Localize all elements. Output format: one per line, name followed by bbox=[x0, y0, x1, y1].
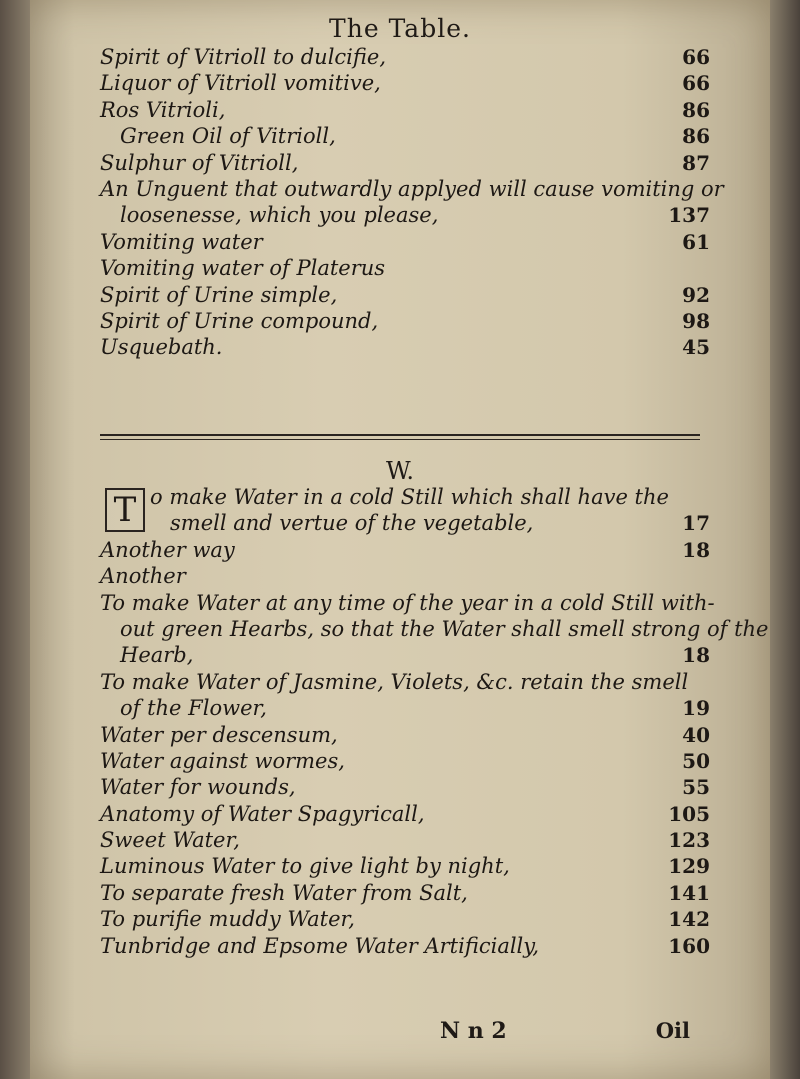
index-entry bbox=[100, 801, 730, 827]
entry-page: 18 bbox=[682, 537, 710, 562]
entry-page: 142 bbox=[668, 907, 710, 932]
entry-text: out green Hearbs, so that the Water shall smell strong of the bbox=[120, 616, 769, 641]
running-head: The Table. bbox=[329, 14, 471, 43]
entry-page: 98 bbox=[682, 308, 710, 333]
index-entry bbox=[100, 334, 730, 360]
index-entry bbox=[100, 827, 730, 853]
section-letter: W. bbox=[385, 457, 415, 485]
entry-text: Another way bbox=[100, 537, 235, 562]
index-entry bbox=[100, 906, 730, 932]
index-entry bbox=[100, 70, 730, 96]
index-entry bbox=[100, 722, 730, 748]
entry-text: Liquor of Vitrioll vomitive, bbox=[100, 71, 381, 96]
entry-text: Luminous Water to give light by night, bbox=[100, 854, 510, 879]
dropcap: T bbox=[105, 488, 145, 532]
entry-page: 137 bbox=[668, 203, 710, 228]
index-entry bbox=[100, 229, 730, 255]
index-entry bbox=[100, 853, 730, 879]
entry-text: Water for wounds, bbox=[100, 775, 296, 800]
entry-page: 19 bbox=[682, 696, 710, 721]
entry-text: Ros Vitrioli, bbox=[100, 97, 226, 122]
entry-page: 86 bbox=[682, 124, 710, 149]
index-entry bbox=[100, 933, 730, 959]
entry-page: 55 bbox=[682, 775, 710, 800]
entry-text: To make Water of Jasmine, Violets, &c. retain the smell bbox=[100, 669, 689, 694]
index-list-w bbox=[100, 484, 769, 959]
index-entry bbox=[100, 774, 730, 800]
entry-page: 141 bbox=[668, 880, 710, 905]
entry-text: loosenesse, which you please, bbox=[120, 203, 439, 228]
entry-page: 40 bbox=[682, 722, 710, 747]
entry-page: 45 bbox=[682, 335, 710, 360]
entry-text: To make Water at any time of the year in a cold Still with- bbox=[100, 590, 715, 615]
index-entry bbox=[100, 880, 730, 906]
index-entry bbox=[100, 616, 769, 642]
entry-text: Water against wormes, bbox=[100, 748, 345, 773]
index-entry bbox=[100, 590, 730, 616]
entry-page: 129 bbox=[668, 854, 710, 879]
index-entry bbox=[100, 202, 730, 228]
index-entry bbox=[100, 255, 730, 281]
catchword: Oil bbox=[655, 1018, 690, 1043]
index-entry bbox=[100, 748, 730, 774]
index-entry bbox=[100, 642, 730, 668]
index-entry bbox=[100, 695, 730, 721]
entry-text: To separate fresh Water from Salt, bbox=[100, 880, 468, 905]
entry-page: 61 bbox=[682, 229, 710, 254]
entry-text: Anatomy of Water Spagyricall, bbox=[100, 801, 425, 826]
entry-text: Sulphur of Vitrioll, bbox=[100, 150, 299, 175]
entry-text: An Unguent that outwardly applyed will cause vomiting or bbox=[100, 176, 724, 201]
entry-text: o make Water in a cold Still which shall have the bbox=[150, 485, 669, 509]
index-entry bbox=[100, 176, 730, 202]
entry-text: Tunbridge and Epsome Water Artificially, bbox=[100, 933, 540, 958]
entry-page: 92 bbox=[682, 282, 710, 307]
book-gutter-left bbox=[0, 0, 30, 1079]
index-entry bbox=[100, 150, 730, 176]
entry-page: 66 bbox=[682, 45, 710, 69]
entry-text: smell and vertue of the vegetable, bbox=[170, 511, 534, 536]
section-divider bbox=[100, 434, 700, 440]
index-entry bbox=[100, 563, 730, 589]
index-entry bbox=[100, 537, 730, 563]
index-entry bbox=[100, 308, 730, 334]
entry-text: Water per descensum, bbox=[100, 722, 338, 747]
entry-text: Green Oil of Vitrioll, bbox=[120, 124, 336, 149]
entry-text: Usquebath. bbox=[100, 335, 223, 360]
entry-page: 160 bbox=[668, 933, 710, 958]
entry-text: Another bbox=[100, 564, 186, 589]
index-entry bbox=[100, 44, 730, 70]
entry-page: 87 bbox=[682, 150, 710, 175]
entry-text: Hearb, bbox=[120, 643, 194, 668]
index-entry bbox=[100, 484, 730, 510]
index-entry bbox=[100, 123, 730, 149]
entry-text: Sweet Water, bbox=[100, 828, 240, 853]
entry-page: 86 bbox=[682, 97, 710, 122]
entry-text: Vomiting water bbox=[100, 229, 263, 254]
index-entry bbox=[100, 510, 730, 536]
entry-text: To purifie muddy Water, bbox=[100, 907, 355, 932]
book-edge-right bbox=[770, 0, 800, 1079]
book-page bbox=[30, 0, 770, 1079]
entry-page: 17 bbox=[682, 511, 710, 536]
index-entry bbox=[100, 282, 730, 308]
entry-text: Vomiting water of Platerus bbox=[100, 256, 386, 281]
entry-page: 66 bbox=[682, 71, 710, 96]
entry-text: Spirit of Urine simple, bbox=[100, 282, 338, 307]
entry-page: 18 bbox=[682, 643, 710, 668]
entry-text: Spirit of Urine compound, bbox=[100, 308, 379, 333]
entry-page: 105 bbox=[668, 801, 710, 826]
entry-page: 123 bbox=[668, 828, 710, 853]
entry-text: of the Flower, bbox=[120, 696, 267, 721]
index-entry bbox=[100, 97, 730, 123]
signature-mark: N n 2 bbox=[440, 1018, 507, 1044]
entry-page: 50 bbox=[682, 748, 710, 773]
entry-text: Spirit of Vitrioll to dulcifie, bbox=[100, 45, 386, 69]
index-list-top bbox=[100, 44, 730, 361]
index-entry bbox=[100, 669, 730, 695]
